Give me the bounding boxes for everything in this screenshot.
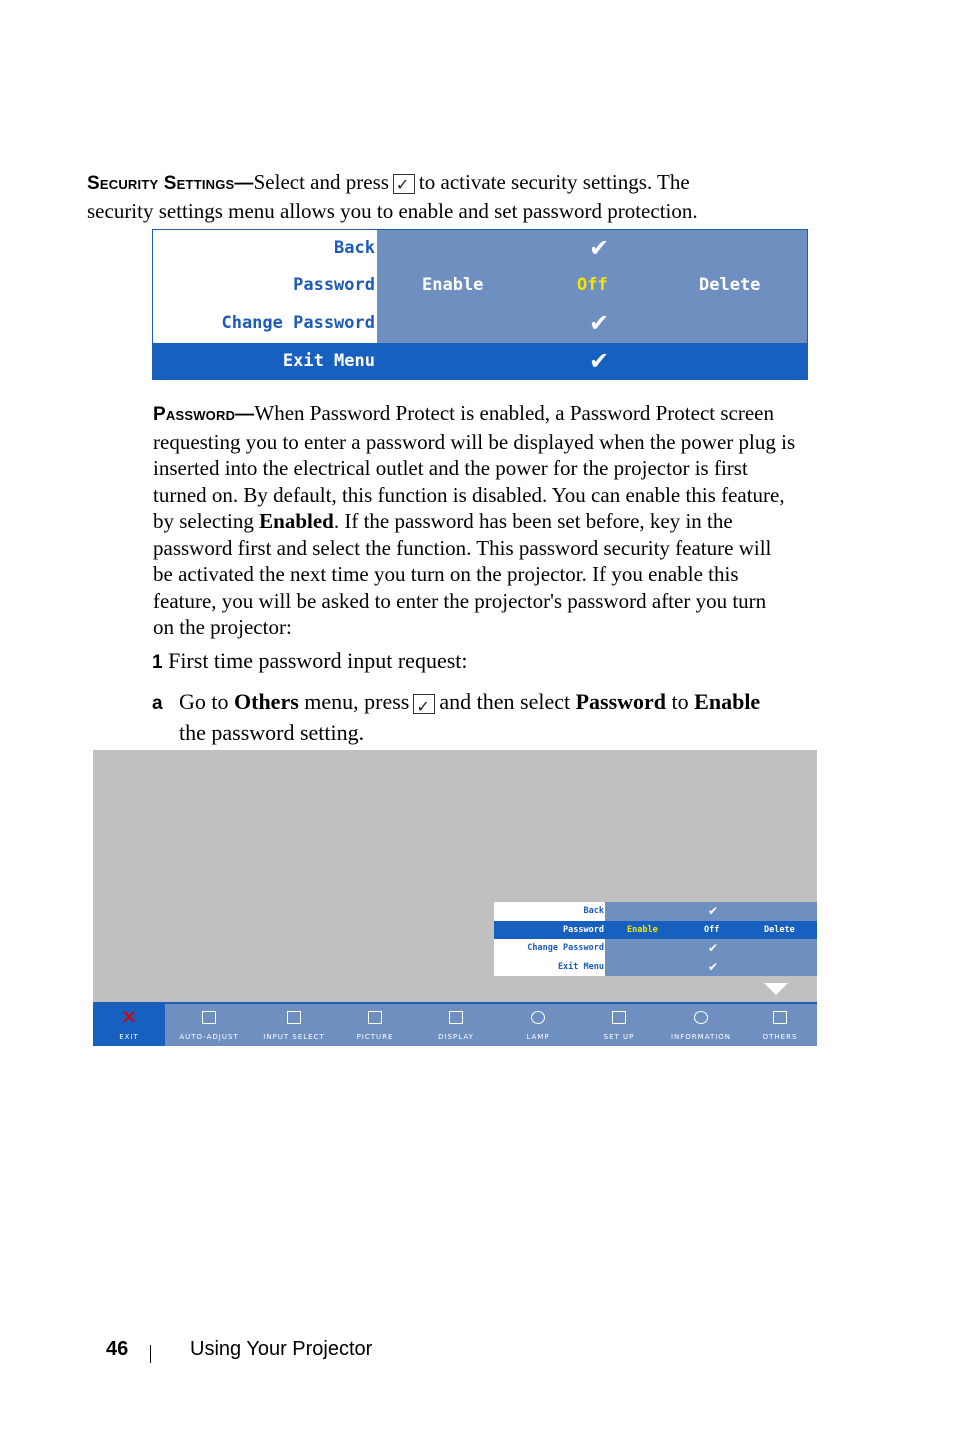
osd-option-enable[interactable]: Enable: [627, 924, 658, 935]
menu-label-back: Back: [334, 238, 375, 258]
globe-icon: [694, 1011, 708, 1024]
projector-osd-screenshot: [93, 750, 817, 1046]
step-marker: a: [152, 693, 163, 714]
checkmark-icon: ✔: [708, 959, 719, 974]
step-number: 1: [152, 652, 163, 673]
toolbar-set-up[interactable]: SET UP: [579, 1004, 659, 1046]
toolbar-picture[interactable]: PICTURE: [335, 1004, 415, 1046]
display-icon: [449, 1011, 463, 1024]
checkmark-icon: ✔: [589, 234, 610, 262]
exit-x-icon: ✕: [120, 1005, 138, 1029]
security-settings-heading: Security Settings—: [87, 173, 254, 194]
osd-row-change-password[interactable]: Change Password ✔: [494, 939, 817, 958]
option-off[interactable]: Off: [577, 275, 608, 295]
enter-icon: [393, 174, 415, 194]
auto-adjust-icon: [202, 1011, 216, 1024]
osd-row-exit-menu[interactable]: Exit Menu ✔: [494, 958, 817, 977]
picture-icon: [368, 1011, 382, 1024]
menu-label-exit-menu: Exit Menu: [282, 351, 375, 371]
checkmark-icon: ✔: [589, 309, 610, 337]
osd-toolbar: [93, 1002, 817, 1046]
enter-icon: [413, 694, 435, 714]
security-settings-paragraph: Security Settings—Select and press✓ to activate security settings. The security settings menu allows you to enable and set password protection.: [87, 169, 867, 224]
toolbar-others[interactable]: OTHERS: [743, 1004, 817, 1046]
checkmark-icon: ✔: [589, 347, 610, 375]
osd-option-off[interactable]: Off: [704, 924, 720, 935]
security-settings-menu: [152, 229, 808, 380]
toolbar-information[interactable]: INFORMATION: [659, 1004, 743, 1046]
footer-chapter-title: Using Your Projector: [190, 1338, 373, 1360]
input-select-icon: [287, 1011, 301, 1024]
menu-label-change-password: Change Password: [221, 313, 375, 333]
toolbar-auto-adjust[interactable]: AUTO-ADJUST: [165, 1004, 253, 1046]
checkmark-icon: ✔: [708, 941, 719, 955]
osd-row-back[interactable]: Back ✔: [494, 902, 817, 921]
lamp-icon: [531, 1011, 545, 1024]
toolbar-lamp[interactable]: LAMP: [497, 1004, 579, 1046]
toolbar-display[interactable]: DISPLAY: [415, 1004, 497, 1046]
option-delete[interactable]: Delete: [699, 275, 761, 295]
password-heading: Password—: [153, 404, 255, 425]
menu-row-back[interactable]: [153, 230, 807, 267]
footer-divider: [150, 1345, 151, 1363]
set-up-icon: [612, 1011, 626, 1024]
step-a: a Go to Others menu, press✓ and then select Password to Enable the password setting.: [152, 687, 852, 747]
menu-label-password: Password: [293, 275, 375, 295]
osd-option-delete[interactable]: Delete: [764, 924, 795, 935]
others-icon: [773, 1011, 787, 1024]
scroll-down-arrow-icon[interactable]: [764, 983, 788, 995]
toolbar-input-select[interactable]: INPUT SELECT: [253, 1004, 335, 1046]
osd-security-submenu: [494, 902, 817, 976]
step-1: 1 First time password input request:: [152, 648, 468, 673]
menu-row-password[interactable]: [153, 267, 807, 304]
password-paragraph: Password—When Password Protect is enabled, a Password Protect screen requesting you to enter a password will be displayed when the power plug is inserted into the electrical outlet and the power for the projector is first turned on. By default, this function is disabled. You can enable this feature, by selecting Enabled. If the password has been set before, key in the password first and select the function. This password security feature will be activated the next time you turn on the projector. If you enable this feature, you will be asked to enter the projector's password after you turn on the projector:: [153, 401, 796, 639]
page-number: 46: [106, 1338, 129, 1360]
menu-row-exit-menu[interactable]: [153, 343, 807, 380]
osd-row-password[interactable]: Password Enable Off Delete: [494, 921, 817, 940]
toolbar-exit[interactable]: ✕ EXIT: [93, 1004, 165, 1046]
option-enable[interactable]: Enable: [422, 275, 484, 295]
menu-row-change-password[interactable]: [153, 305, 807, 342]
checkmark-icon: ✔: [708, 904, 719, 918]
